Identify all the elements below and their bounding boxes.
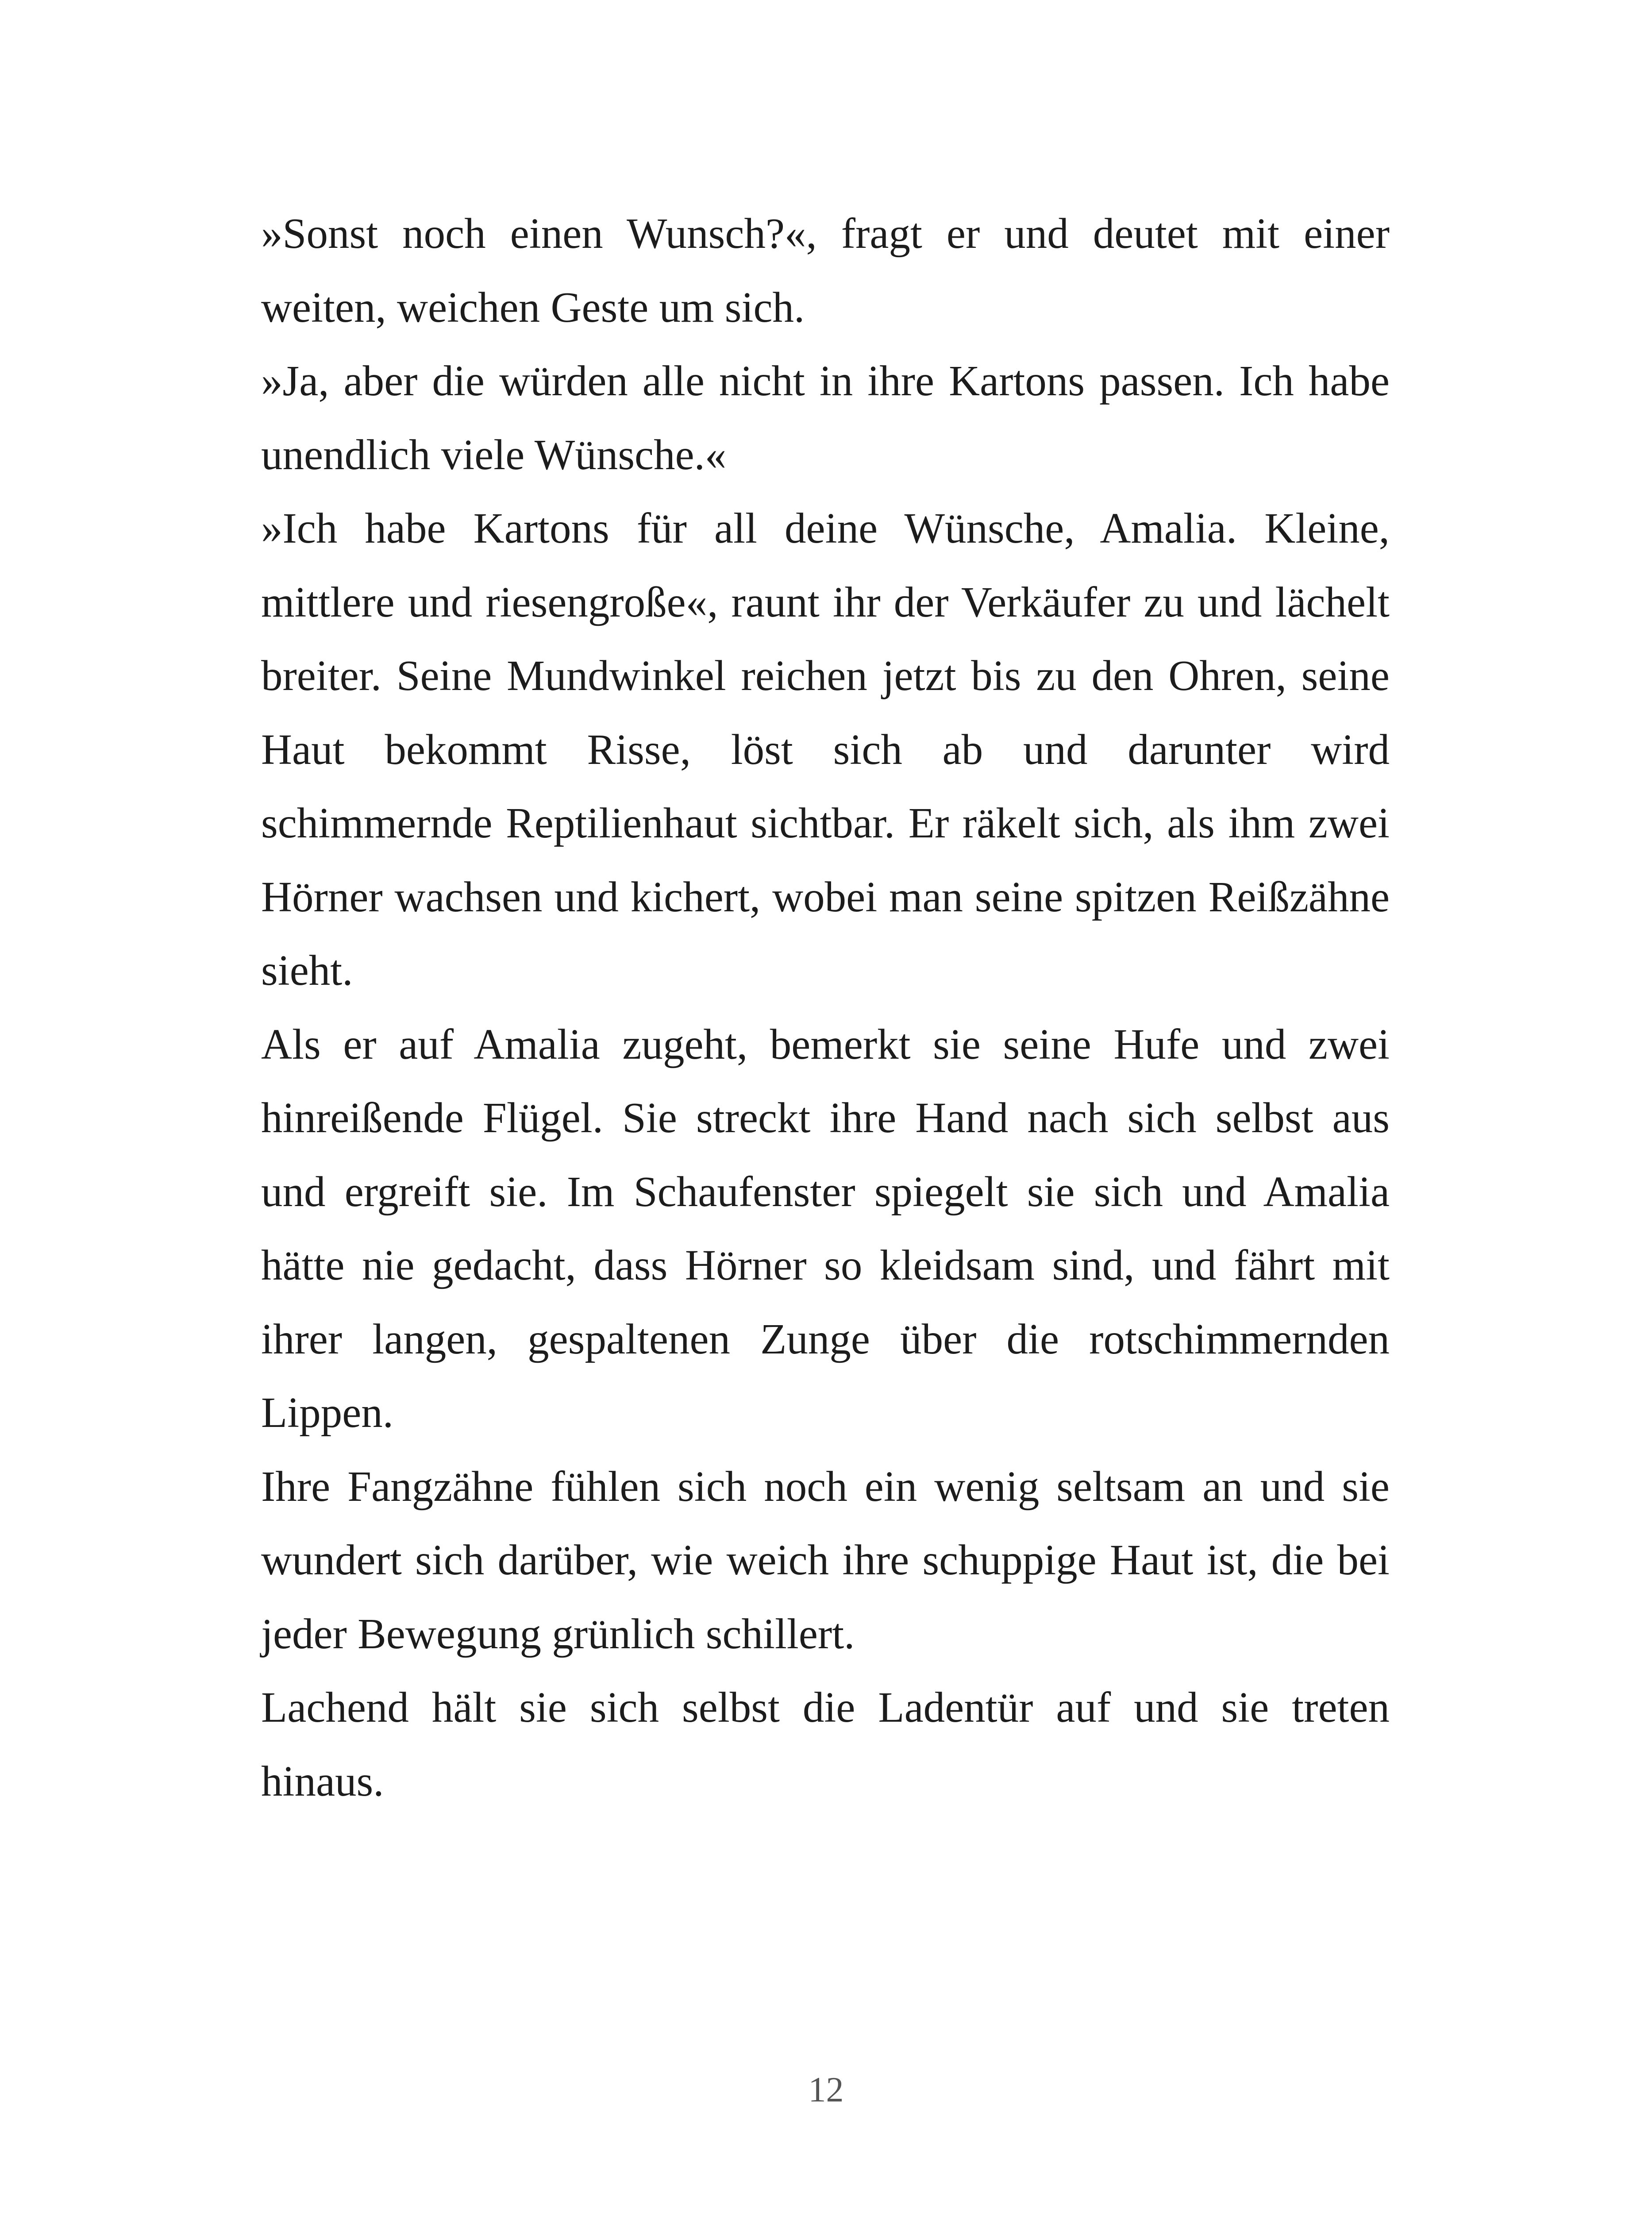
page-number: 12 — [808, 2070, 844, 2109]
paragraph: Als er auf Amalia zugeht, bemerkt sie seine Hufe und zwei hinreißende Flügel. Sie streckt ihre Hand nach sich selbst aus und ergreift sie. Im Schaufenster spiegelt sie sich und Amalia hätte nie gedacht, dass Hörner so kleidsam sind, und fährt mit ihrer langen, gespaltenen Zunge über die rotschimmernden Lippen. — [261, 1020, 1390, 1436]
paragraph: »Sonst noch einen Wunsch?«, fragt er und deutet mit einer weiten, weichen Geste um sich. — [261, 210, 1390, 331]
paragraph: »Ich habe Kartons für all deine Wünsche, Amalia. Kleine, mittlere und riesengroße«, raunt ihr der Verkäufer zu und lächelt breiter. Seine Mundwinkel reichen jetzt bis zu den Ohren, seine Haut bekommt Risse, löst sich ab und darunter wird schimmernde Reptilienhaut sichtbar. Er räkelt sich, als ihm zwei Hörner wachsen und kichert, wobei man seine spitzen Reißzähne sieht. — [261, 505, 1390, 994]
body-text — [261, 197, 1390, 1818]
paragraph: »Ja, aber die würden alle nicht in ihre Kartons passen. Ich habe unendlich viele Wünsche.« — [261, 357, 1390, 478]
paragraph: Ihre Fangzähne fühlen sich noch ein wenig seltsam an und sie wundert sich darüber, wie weich ihre schuppige Haut ist, die bei jeder Bewegung grünlich schillert. — [261, 1462, 1390, 1658]
paragraph: Lachend hält sie sich selbst die Ladentür auf und sie treten hinaus. — [261, 1684, 1390, 1805]
